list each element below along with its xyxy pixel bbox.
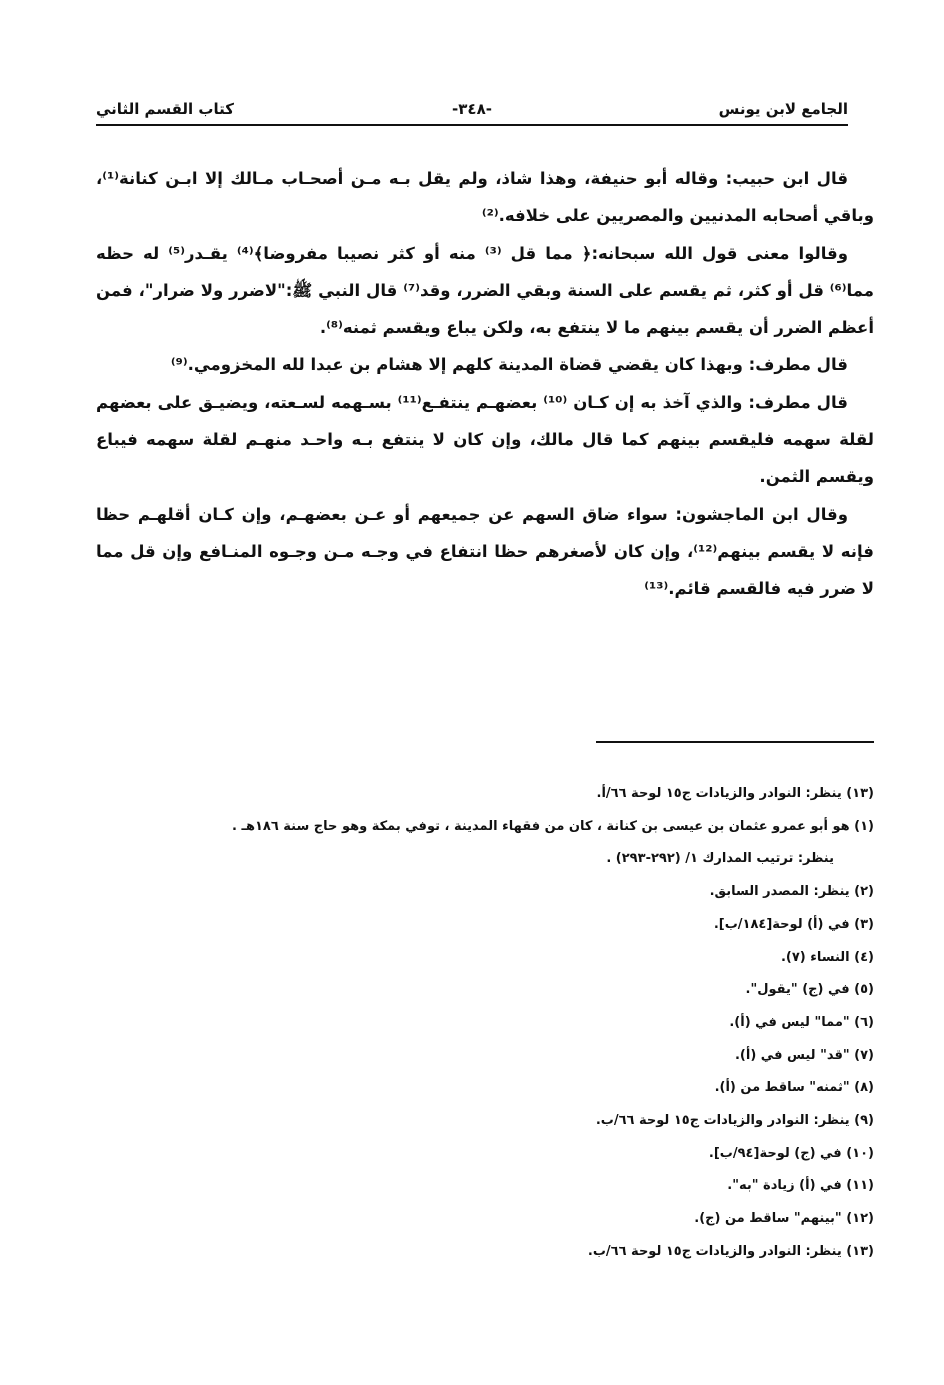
page-number: -٣٤٨- [452,100,492,118]
footnote: (٨) "ثمنه" ساقط من (أ). [714,1080,874,1096]
footnote: (١) هو أبو عمرو عثمان بن عيسى بن كنانة ، كان من فقهاء المدينة ، توفي بمكة وهو حاج سنة ١٨٦هـ . [232,818,874,834]
section-title: كتاب القسم الثاني [96,100,234,118]
footnote: (١٠) في (ج) لوحة[٩٤/ب]. [708,1145,874,1161]
footnote: (٥) في (ج) "يقول". [745,982,874,998]
book-title: الجامع لابن يونس [718,100,848,118]
paragraph: قال مطرف: وبهذا كان يقضي قضاة المدينة كلهم إلا هشام بن عبدا لله المخزومي.⁽⁹⁾ [170,355,848,375]
paragraph: قال مطرف: والذي آخذ به إن كـان ⁽¹⁰⁾ بعضهـم ينتفـع⁽¹¹⁾ بسـهمه لسـعته، ويضيـق على بعضهم لقلة سهمه فليقسم بينهم كما قال مالك، وإن كان لا ينتفع بـه واحـد منهـم لقلة سهمه فيباع ويقسم الثمن. [96,392,874,487]
footnote: (٣) في (أ) لوحة[١٨٤/ب]. [713,916,874,932]
footnote-separator [596,741,874,743]
paragraph: وقال ابن الماجشون: سواء ضاق السهم عن جميعهم أو عـن بعضهـم، وإن كـان أقلهـم حظا فإنه لا يقسم بينهم⁽¹²⁾، وإن كان لأصغرهم حظا انتفاع في وجـه مـن وجـوه المنـافع وإن قل مما لا ضرر فيه فالقسم قائم.⁽¹³⁾ [96,504,874,599]
footnote: ينظر: ترتيب المدارك ١/ (٢٩٢-٢٩٣) . [606,851,834,867]
footnote: (١٢) "بينهم" ساقط من (ج). [694,1211,874,1227]
footnotes [96,778,874,1269]
footnote: (٦) "مما" ليس في (أ). [729,1014,874,1030]
main-text [96,160,874,608]
paragraph: قال ابن حبيب: وقاله أبو حنيفة، وهذا شاذ، ولم يقل بـه مـن أصحـاب مـالك إلا ابـن كنانة⁽¹⁾، وباقي أصحابه المدنيين والمصريين على خلافه.⁽²⁾ [96,169,874,226]
footnote: (٩) ينظر: النوادر والزيادات ج١٥ لوحة ٦٦/ب. [595,1113,874,1129]
footnote: (١٣) ينظر: النوادر والزيادات ج١٥ لوحة ٦٦/أ. [596,786,874,801]
footnote: (٤) النساء (٧). [780,949,874,965]
footnote: (١١) في (أ) زيادة "به". [727,1178,874,1194]
footnote: (٧) "قد" ليس في (أ). [734,1047,874,1063]
page-header [96,98,848,126]
paragraph: وقالوا معنى قول الله سبحانه:﴿ مما قل ⁽³⁾ منه أو كثر نصيبا مفروضا﴾⁽⁴⁾ يقـدر⁽⁵⁾ له حظه مما⁽⁶⁾ قل أو كثر، ثم يقسم على السنة وبقي الضرر، وقد⁽⁷⁾ قال النبي ﷺ:"لاضرر ولا ضرار"، فمن أعظم الضرر أن يقسم بينهم ما لا ينتفع به، ولكن يباع ويقسم ثمنه⁽⁸⁾. [96,243,875,338]
footnote: (١٣) ينظر: النوادر والزيادات ج١٥ لوحة ٦٦/ب. [587,1243,874,1259]
footnote: (٢) ينظر: المصدر السابق. [709,884,874,900]
